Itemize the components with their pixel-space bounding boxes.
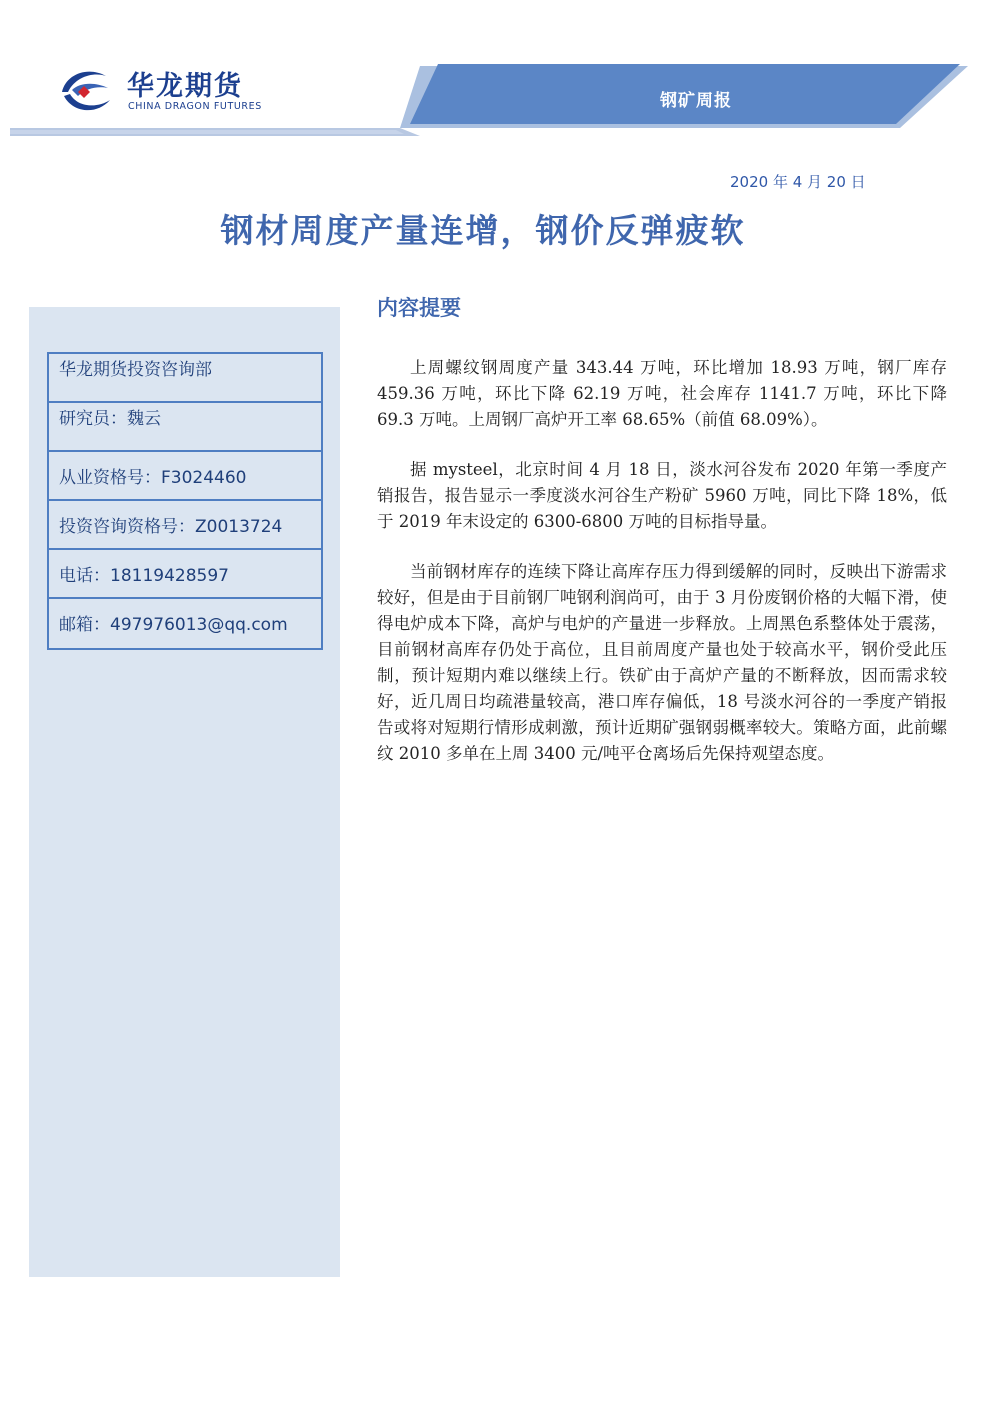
report-title: 钢材周度产量连增，钢价反弹疲软 (220, 211, 746, 250)
analyst-row: 研究员：魏云 (49, 403, 321, 452)
summary-paragraph: 上周螺纹钢周度产量 343.44 万吨，环比增加 18.93 万吨，钢厂库存 459.36 万吨，环比下降 62.19 万吨，社会库存 1141.7 万吨，环比下降 69.3 万吨。上周钢厂高炉开工率 68.65%（前值 68.09%）。 (377, 358, 947, 429)
page-header (0, 0, 992, 150)
qualification-row: 从业资格号：F3024460 (49, 452, 321, 501)
summary-paragraph: 据 mysteel，北京时间 4 月 18 日，淡水河谷发布 2020 年第一季度产销报告，报告显示一季度淡水河谷生产粉矿 5960 万吨，同比下降 18%，低于 2019 年末设定的 6300-6800 万吨的目标指导量。 (377, 460, 947, 531)
summary-paragraph: 当前钢材库存的连续下降让高库存压力得到缓解的同时，反映出下游需求较好，但是由于目前钢厂吨钢利润尚可，由于 3 月份废钢价格的大幅下滑，使得电炉成本下降，高炉与电炉的产量进一步释放。上周黑色系整体处于震荡，目前钢材高库存仍处于高位，且目前周度产量也处于较高水平，钢价受此压制，预计短期内难以继续上行。铁矿由于高炉产量的不断释放，因而需求较好，近几周日均疏港量较高，港口库存偏低，18 号淡水河谷的一季度产销报告或将对短期行情形成刺激，预计近期矿强钢弱概率较大。策略方面，此前螺纹 2010 多单在上周 3400 元/吨平仓离场后先保持观望态度。 (377, 562, 947, 763)
summary-body (377, 355, 947, 791)
email-row: 邮箱：497976013@qq.com (59, 615, 288, 635)
report-date: 2020 年 4 月 20 日 (730, 173, 866, 191)
department-row: 华龙期货投资咨询部 (49, 354, 321, 403)
phone-row: 电话：18119428597 (49, 550, 321, 599)
china-dragon-logo-icon (58, 62, 114, 118)
analyst-info-table (47, 352, 323, 650)
company-name-en: CHINA DRAGON FUTURES (128, 101, 262, 112)
summary-heading: 内容提要 (377, 295, 461, 320)
company-name-cn: 华龙期货 (127, 71, 243, 102)
consulting-qualification-row: 投资咨询资格号：Z0013724 (49, 501, 321, 550)
report-type-label: 钢矿周报 (660, 91, 732, 111)
